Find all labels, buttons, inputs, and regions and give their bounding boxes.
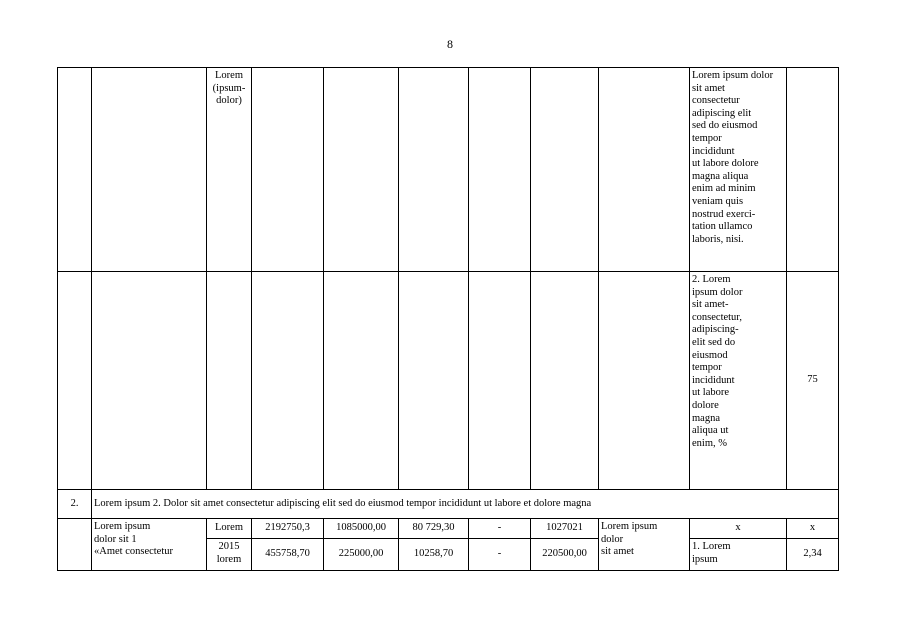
indicator-value: x: [787, 519, 839, 539]
indicator-cell: x: [690, 519, 787, 539]
amount-cell: 225000,00: [324, 539, 399, 571]
task-number: 2.: [58, 490, 92, 519]
indicator-cell: Lorem ipsum dolor sit amet consectetur adipiscing elit sed do eiusmod tempor incididunt ut labore dolore magna aliqua enim ad minim veniam quis nostrud exerci- tation ullamco laboris, nisi.: [690, 68, 787, 272]
period-cell: Lorem: [207, 519, 252, 539]
table-row: [58, 490, 839, 519]
amount-cell: 220500,00: [531, 539, 599, 571]
task-title: Lorem ipsum 2. Dolor sit amet consectetur adipiscing elit sed do eiusmod tempor incididunt ut labore et dolore magna: [92, 490, 839, 519]
executor-cell: Lorem ipsum dolor sit amet: [599, 519, 690, 571]
table-row: [58, 68, 839, 272]
page-number: 8: [447, 37, 453, 51]
amount-cell: 10258,70: [399, 539, 469, 571]
amount-cell: -: [469, 539, 531, 571]
amount-cell: 2192750,3: [252, 519, 324, 539]
amount-cell: 80 729,30: [399, 519, 469, 539]
indicator-cell: 2. Lorem ipsum dolor sit amet- consectetur, adipiscing- elit sed do eiusmod tempor incididunt ut labore dolore magna aliqua ut enim, %: [690, 272, 787, 490]
table-row: [58, 272, 839, 490]
amount-cell: 1085000,00: [324, 519, 399, 539]
period-cell: 2015 lorem: [207, 539, 252, 571]
period-cell: Lorem (ipsum- dolor): [207, 68, 252, 272]
indicator-cell: 1. Lorem ipsum: [690, 539, 787, 571]
program-table: [57, 67, 839, 571]
amount-cell: -: [469, 519, 531, 539]
amount-cell: 455758,70: [252, 539, 324, 571]
indicator-value: 75: [787, 272, 839, 490]
table-row: [58, 519, 839, 539]
measure-name: Lorem ipsum dolor sit 1 «Amet consectetur: [92, 519, 207, 571]
indicator-value: 2,34: [787, 539, 839, 571]
amount-cell: 1027021: [531, 519, 599, 539]
